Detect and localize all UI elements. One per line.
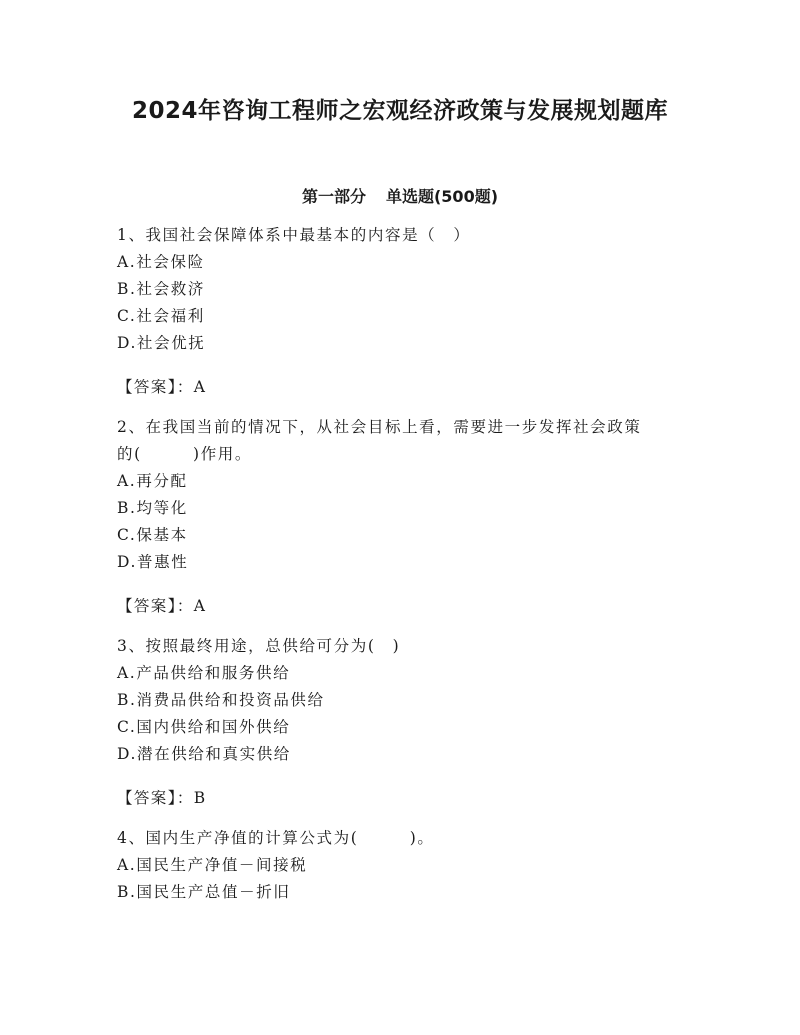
page-title: 2024年咨询工程师之宏观经济政策与发展规划题库 bbox=[131, 98, 668, 124]
question-stem: 4、国内生产净值的计算公式为( )。 bbox=[117, 829, 435, 847]
question-stem: 1、我国社会保障体系中最基本的内容是（ ） bbox=[117, 226, 471, 244]
question-3 bbox=[117, 633, 687, 812]
option-a: A.国民生产净值－间接税 bbox=[117, 856, 308, 874]
option-c: C.社会福利 bbox=[117, 307, 205, 325]
option-d: D.普惠性 bbox=[117, 553, 189, 571]
question-stem: 2、在我国当前的情况下，从社会目标上看，需要进一步发挥社会政策 bbox=[117, 418, 642, 436]
option-a: A.产品供给和服务供给 bbox=[117, 664, 291, 682]
question-2 bbox=[117, 414, 687, 620]
option-c: C.国内供给和国外供给 bbox=[117, 718, 291, 736]
option-b: B.消费品供给和投资品供给 bbox=[117, 691, 325, 709]
option-d: D.社会优抚 bbox=[117, 334, 206, 352]
option-b: B.均等化 bbox=[117, 499, 188, 517]
option-a: A.社会保险 bbox=[117, 253, 205, 271]
option-d: D.潜在供给和真实供给 bbox=[117, 745, 291, 763]
question-stem: 3、按照最终用途，总供给可分为( ) bbox=[117, 637, 401, 655]
option-c: C.保基本 bbox=[117, 526, 188, 544]
question-stem-continued: 的( )作用。 bbox=[117, 445, 252, 463]
question-4 bbox=[117, 825, 687, 906]
option-b: B.社会救济 bbox=[117, 280, 205, 298]
option-a: A.再分配 bbox=[117, 472, 188, 490]
answer-line: 【答案】：A bbox=[117, 597, 207, 615]
answer-line: 【答案】：B bbox=[117, 789, 207, 807]
answer-line: 【答案】：A bbox=[117, 378, 207, 396]
question-1 bbox=[117, 222, 687, 401]
section-label: 单选题(500题) bbox=[385, 187, 499, 206]
section-heading bbox=[0, 184, 800, 207]
option-b: B.国民生产总值－折旧 bbox=[117, 883, 291, 901]
section-part: 第一部分 bbox=[301, 187, 366, 206]
question-list bbox=[117, 222, 687, 906]
